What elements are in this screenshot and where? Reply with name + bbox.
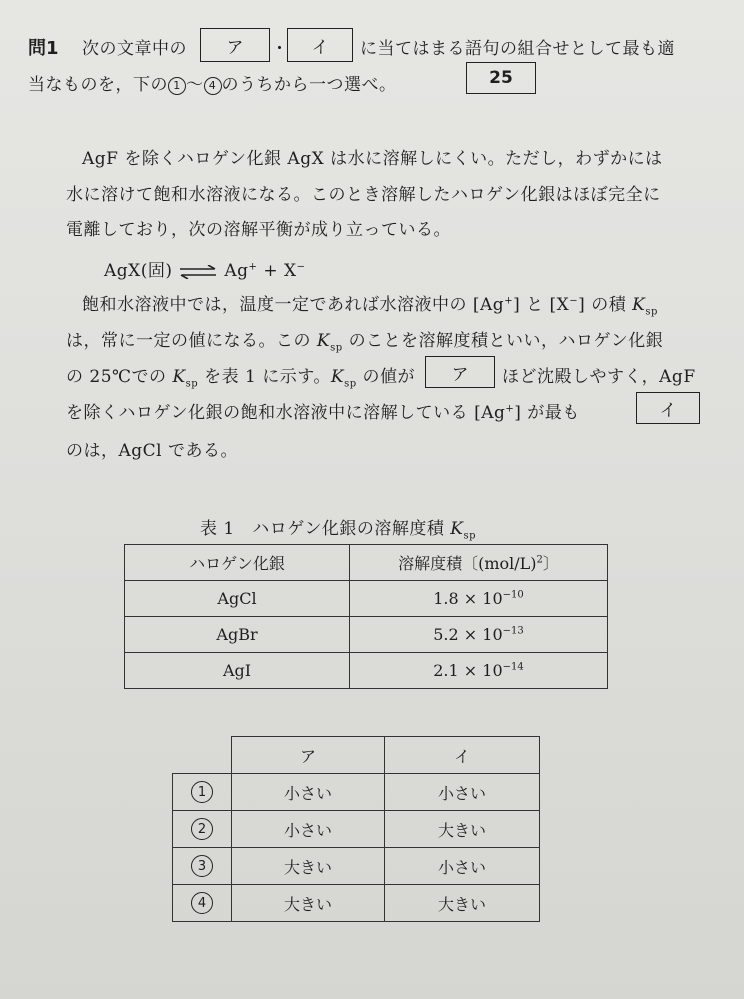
equilibrium-equation [104,256,305,281]
answer-choices-table [172,736,540,922]
choice-i-value: 小さい [385,848,540,885]
blank-a-inline-label: ア [451,364,469,385]
circled-number: 3 [191,855,213,877]
table1-caption: 表 1 ハロゲン化銀の溶解度積 $K_{sp}$ [200,519,477,542]
passage-line-7: を除くハロゲン化銀の飽和水溶液中に溶解している [Ag+] が最も [66,403,580,423]
passage-line-2: 水に溶けて飽和水溶液になる。このとき溶解したハロゲン化銀はほぼ完全に [66,185,661,205]
choice-number-cell [173,774,232,811]
blank-box-i [287,28,353,62]
halide-name: AgBr [125,617,350,653]
eq-ag-charge: + [248,261,258,273]
ksp-value: $5.2 \times 10^{-13}$ [350,617,608,653]
circled-number-start: 1 [168,77,186,95]
choice-i-value: 小さい [385,774,540,811]
passage-line-8: のは，AgCl である。 [66,441,239,461]
choice-i-value: 大きい [385,811,540,848]
choice-number-cell [173,811,232,848]
halide-name: AgCl [125,581,350,617]
passage-line-6: の 25℃での $K_{sp}$ を表 1 に示す。$K_{sp}$ の値が [66,367,416,390]
passage-line-6-end: ほど沈殿しやすく，AgF [502,367,696,387]
answer-number: 25 [489,68,513,88]
choice-number-cell [173,848,232,885]
blank-i-label: イ [311,37,329,58]
passage-line-4: 飽和水溶液中では，温度一定であれば水溶液中の [Ag+] と [X−] の積 $K_{sp}$ [82,295,658,318]
question-number: 問1 [28,38,59,59]
blank-box-a [200,28,270,62]
circled-number: 1 [191,781,213,803]
table1-header-row [125,545,608,581]
table-row [125,653,608,689]
answer-number-box [466,62,536,94]
choice-number-cell [173,885,232,922]
table-row [125,617,608,653]
choice-row-3[interactable] [173,848,540,885]
circled-number-end: 4 [204,77,222,95]
choices-corner-cell [173,737,232,774]
choice-row-1[interactable] [173,774,540,811]
choices-header-row [173,737,540,774]
question-text-3: 当なものを，下の 1 〜 4 のうちから一つ選べ。 [28,75,397,95]
blank-box-a-inline [425,356,495,388]
choice-a-value: 小さい [232,774,385,811]
halide-name: AgI [125,653,350,689]
question-text-1: 次の文章中の [82,39,187,59]
equilibrium-arrow-icon [178,265,218,279]
eq-ag: Ag [224,261,249,281]
ksp-value: $2.1 \times 10^{-14}$ [350,653,608,689]
table-row [125,581,608,617]
choice-a-value: 大きい [232,885,385,922]
choice-a-value: 小さい [232,811,385,848]
blank-i-inline-label: イ [659,400,677,421]
choice-row-2[interactable] [173,811,540,848]
solubility-product-table [124,544,608,689]
passage-line-3: 電離しており，次の溶解平衡が成り立っている。 [66,220,451,240]
choices-header-i: イ [385,737,540,774]
choices-header-a: ア [232,737,385,774]
choice-a-value: 大きい [232,848,385,885]
eq-x: + X [263,261,297,281]
eq-x-charge: − [296,261,306,273]
question-text-2: に当てはまる語句の組合せとして最も適 [360,39,675,59]
table1-header-right: 溶解度積〔$(mol/L)^2$〕 [350,545,608,581]
eq-left: AgX(固) [104,261,173,281]
ksp-value: $1.8 \times 10^{-10}$ [350,581,608,617]
table1-header-left: ハロゲン化銀 [125,545,350,581]
dot-separator: ・ [271,39,289,59]
blank-a-label: ア [226,37,244,58]
blank-box-i-inline [636,392,700,424]
choice-row-4[interactable] [173,885,540,922]
passage-line-5: は，常に一定の値になる。この $K_{sp}$ のことを溶解度積といい，ハロゲン化銀 [66,331,664,354]
passage-line-1: AgF を除くハロゲン化銀 AgX は水に溶解しにくい。ただし，わずかには [82,149,663,169]
circled-number: 2 [191,818,213,840]
choice-i-value: 大きい [385,885,540,922]
circled-number: 4 [191,892,213,914]
